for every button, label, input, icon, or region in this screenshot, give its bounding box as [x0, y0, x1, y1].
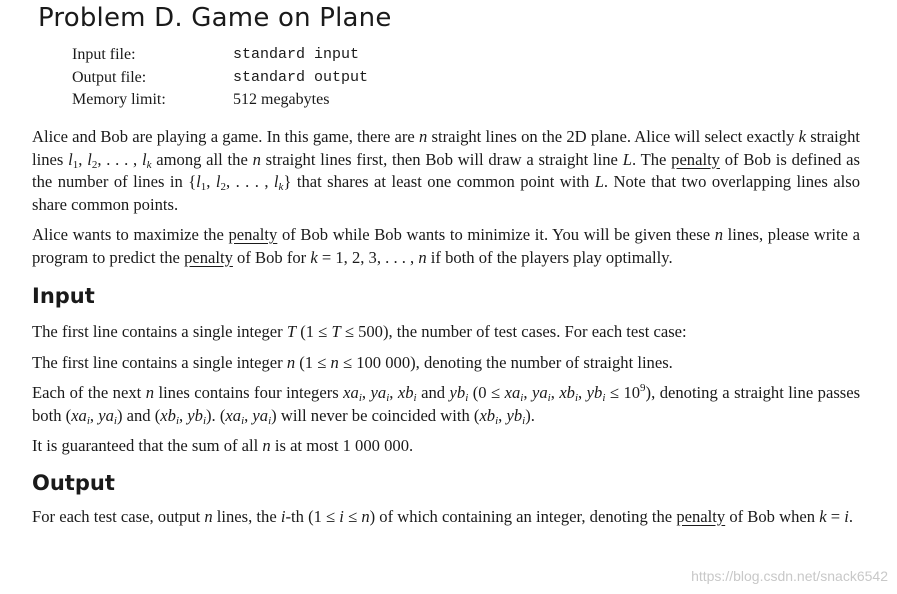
input-file-label: Input file: — [72, 46, 136, 63]
input-file-row — [72, 44, 368, 67]
problem-title: Problem D. Game on Plane — [38, 3, 392, 33]
output-file-value: standard output — [233, 68, 369, 86]
input-heading: Input — [32, 284, 95, 308]
output-file-label: Output file: — [72, 68, 147, 86]
input-paragraph-2: The first line contains a single integer n (1 ≤ n ≤ 100 000), denoting the number of straight lines. — [32, 352, 673, 372]
input-file-value: standard input — [233, 46, 360, 63]
input-paragraph-4: It is guaranteed that the sum of all n is at most 1 000 000. — [32, 436, 414, 455]
memory-limit-value: 512 megabytes — [233, 91, 330, 108]
problem-body — [32, 126, 860, 536]
input-paragraph-1: The first line contains a single integer T (1 ≤ T ≤ 500), the number of test cases. For each test case: — [32, 322, 687, 341]
statement-paragraph-1: Alice and Bob are playing a game. In this game, there are n straight lines on the 2D plane. Alice will select exactly k straight lines $l_1$, $l_2$, . . . , $l_k$ among all the n straight lines first, then Bob will draw a straight line L. The penalty of Bob is defined as the number of lines in {$l_1$, $l_2$, . . . , $l_k$} that shares at least one common point with L. Note that two overlapping lines also share common points. — [32, 127, 861, 214]
output-file-row — [72, 67, 368, 90]
penalty-term: penalty — [228, 225, 278, 244]
penalty-term: penalty — [671, 149, 720, 169]
output-heading: Output — [32, 470, 115, 495]
memory-limit-row — [72, 89, 368, 112]
input-paragraph-3: Each of the next n lines contains four integers $xa_i$, $ya_i$, $xb_i$ and $yb_i$ ($0 \le xa_i$, $ya_i$, $xb_i$, $yb_i \le 10^9$), denoting a straight line passes both ($xa_i$, $ya_i$) and ($xb_i$, $yb_i$). ($xa_i$, $ya_i$) will never be coincided with ($xb_i$, $yb_i$). — [32, 382, 861, 427]
problem-limits — [72, 44, 368, 112]
memory-limit-label: Memory limit: — [72, 91, 166, 108]
watermark: https://blog.csdn.net/snack6542 — [691, 568, 888, 584]
penalty-term: penalty — [184, 247, 233, 267]
penalty-term: penalty — [676, 506, 726, 526]
output-paragraph: For each test case, output n lines, the i-th (1 ≤ i ≤ n) of which containing an integer, denoting the penalty of Bob when k = i. — [32, 506, 854, 526]
statement-paragraph-2: Alice wants to maximize the penalty of Bob while Bob wants to minimize it. You will be given these n lines, please write a program to predict the penalty of Bob for k = 1, 2, 3, . . . , n if both of the players play optimally. — [32, 225, 861, 267]
